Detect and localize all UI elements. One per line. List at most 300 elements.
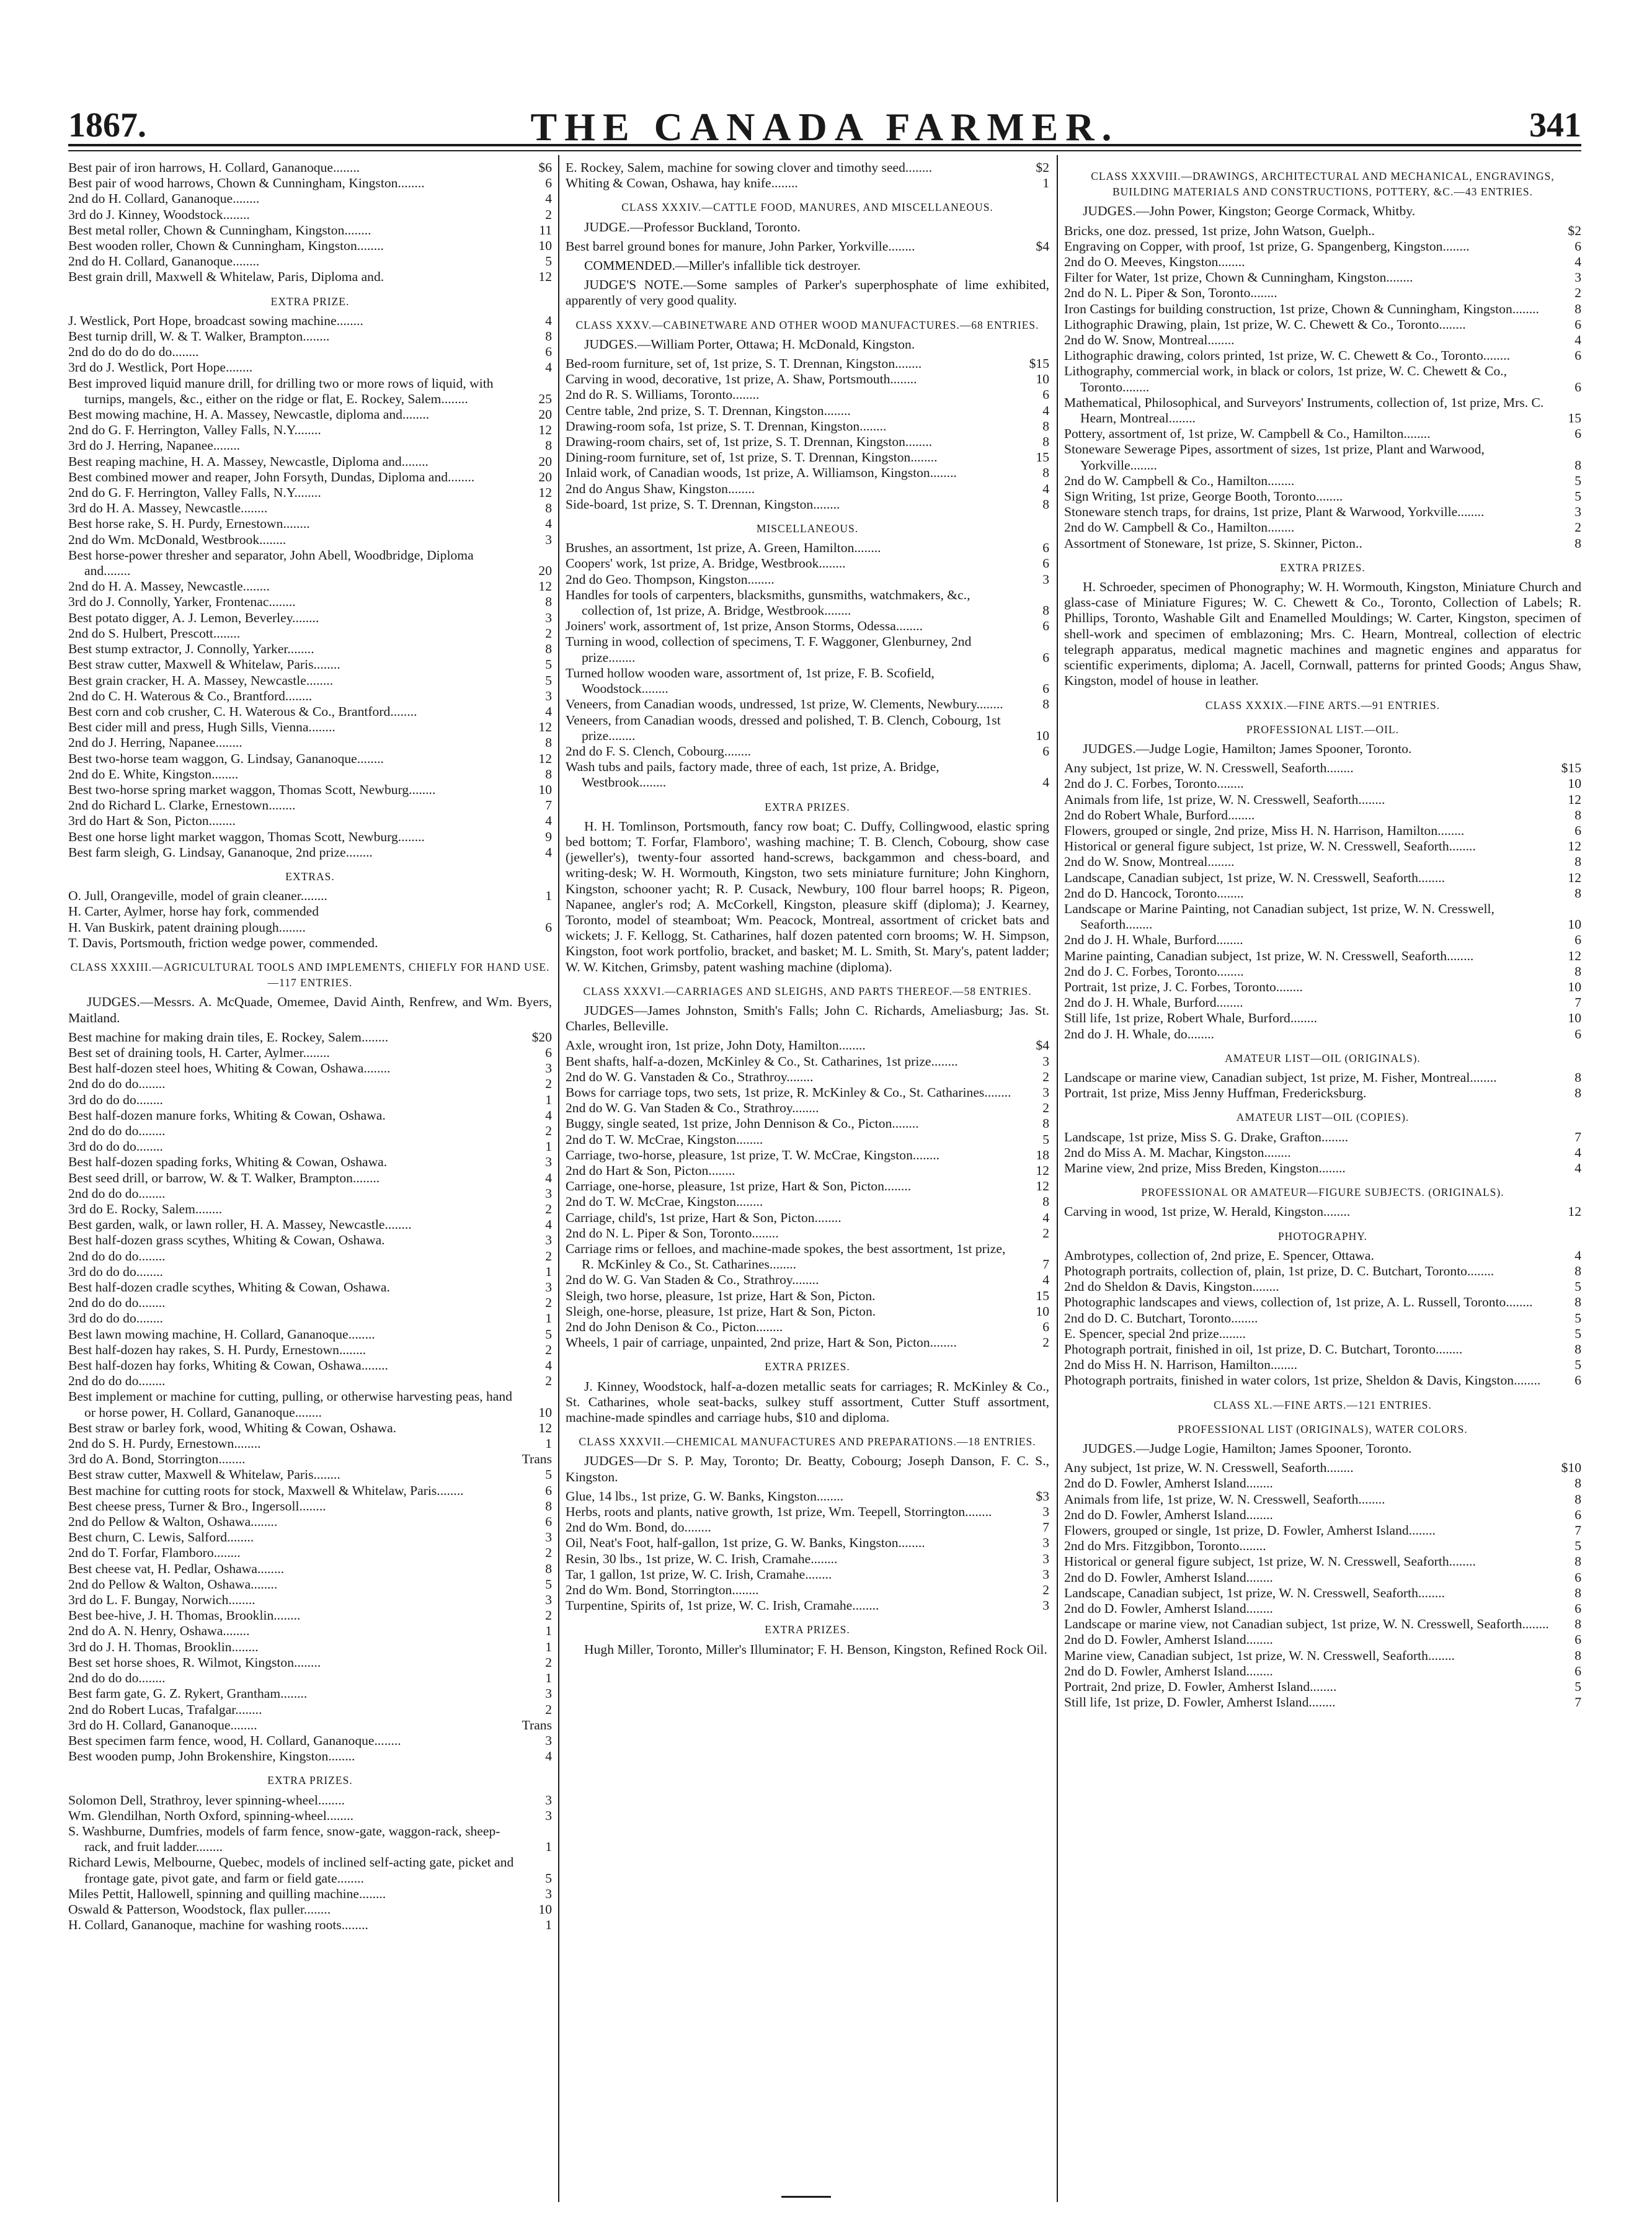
column-2	[566, 160, 1049, 2207]
entry-text: Best metal roller, Chown & Cunningham, Kingston........	[68, 222, 371, 238]
prize-entry	[1064, 1586, 1581, 1601]
prize-entry	[68, 516, 552, 532]
entry-amount: 4	[545, 703, 552, 719]
entry-text: 2nd do H. Collard, Gananoque........	[68, 254, 260, 269]
prize-entry	[1064, 1476, 1581, 1491]
entry-text: Handles for tools of carpenters, blacksmiths, gunsmiths, watchmakers, &c., collection of, 1st prize, A. Bridge, Westbrook........	[566, 587, 970, 618]
prize-entry	[68, 1280, 552, 1295]
entry-text: Best straw cutter, Maxwell & Whitelaw, Paris........	[68, 657, 340, 672]
column-divider	[558, 155, 559, 2202]
prize-entry	[68, 1045, 552, 1061]
entry-text: Best combined mower and reaper, John Forsyth, Dundas, Diploma and........	[68, 469, 475, 484]
section-heading: CLASS XXXIV.—CATTLE FOOD, MANURES, AND MISCELLANEOUS.	[621, 201, 993, 214]
prize-entry	[566, 540, 1049, 556]
prize-entry	[1064, 1161, 1581, 1176]
entry-amount: 7	[1042, 1520, 1049, 1535]
entry-text: Landscape, 1st prize, Miss S. G. Drake, Grafton........	[1064, 1129, 1349, 1144]
entry-amount: 6	[1574, 1663, 1581, 1679]
entry-amount: 4	[545, 844, 552, 860]
prize-entry	[68, 935, 552, 951]
entry-text: Marine painting, Canadian subject, 1st prize, W. N. Cresswell, Seaforth........	[1064, 948, 1474, 963]
entry-text: Best lawn mowing machine, H. Collard, Gananoque........	[68, 1326, 375, 1342]
prize-entry	[68, 269, 552, 285]
entry-amount: 3	[1574, 270, 1581, 285]
prize-entry	[1064, 792, 1581, 808]
entry-text: Wheels, 1 pair of carriage, unpainted, 2nd prize, Hart & Son, Picton........	[566, 1335, 957, 1350]
entry-text: H. Collard, Gananoque, machine for washing roots........	[68, 1917, 368, 1933]
entry-text: O. Jull, Orangeville, model of grain cleaner........	[68, 888, 327, 904]
entry-text: 2nd do D. Fowler, Amherst Island........	[1064, 1569, 1273, 1585]
entry-text: E. Spencer, special 2nd prize........	[1064, 1326, 1246, 1341]
prize-entry	[68, 1749, 552, 1764]
prize-entry	[1064, 1070, 1581, 1086]
prize-entry	[1064, 995, 1581, 1010]
entry-amount: 12	[1036, 1162, 1049, 1178]
entry-text: Joiners' work, assortment of, 1st prize, Anson Storms, Odessa........	[566, 618, 923, 634]
entry-text: Best grain drill, Maxwell & Whitelaw, Paris, Diploma and.	[68, 269, 384, 285]
entry-amount: 6	[545, 1514, 552, 1530]
section-heading: CLASS XXXVIII.—DRAWINGS, ARCHITECTURAL AND MECHANICAL, ENGRAVINGS, BUILDING MATERIALS AND CONSTRUCTIONS, POTTERY, &C.—43 ENTRIES.	[1091, 170, 1555, 198]
entry-amount: 5	[545, 672, 552, 688]
page-title: THE CANADA FARMER.	[530, 105, 1119, 149]
prize-entry	[566, 1241, 1049, 1272]
entry-text: 2nd do Sheldon & Davis, Kingston........	[1064, 1279, 1279, 1295]
entry-amount: 8	[1574, 457, 1581, 473]
entry-amount: 8	[1042, 418, 1049, 434]
paragraph: JUDGE'S NOTE.—Some samples of Parker's superphosphate of lime exhibited, apparently of very good quality.	[566, 277, 1049, 308]
prize-entry	[1064, 254, 1581, 270]
entry-text: Historical or general figure subject, 1st prize, W. N. Cresswell, Seaforth........	[1064, 1554, 1476, 1569]
prize-entry	[68, 1499, 552, 1514]
prize-entry	[566, 239, 1049, 254]
entry-amount: 8	[545, 438, 552, 453]
entry-text: 2nd do do do........	[68, 1123, 166, 1138]
prize-entry	[68, 1030, 552, 1045]
entry-amount: 4	[1574, 1144, 1581, 1160]
entry-amount: $15	[1561, 760, 1581, 776]
entry-amount: 5	[545, 657, 552, 672]
prize-entry	[68, 238, 552, 254]
entry-amount: 2	[545, 1248, 552, 1264]
entry-text: Richard Lewis, Melbourne, Quebec, models of inclined self-acting gate, picket and frontage gate, pivot gate, and farm or field gate........	[68, 1855, 514, 1886]
prize-entry	[1064, 239, 1581, 254]
entry-amount: 6	[545, 1483, 552, 1498]
entry-text: 2nd do W. G. Van Staden & Co., Strathroy........	[566, 1100, 819, 1116]
prize-entry	[566, 1304, 1049, 1319]
entry-amount: 10	[1568, 979, 1581, 994]
page-header	[68, 93, 1581, 149]
entry-amount: 6	[1042, 649, 1049, 665]
entry-text: Best grain cracker, H. A. Massey, Newcastle........	[68, 672, 334, 688]
entry-text: Best horse rake, S. H. Purdy, Ernestown........	[68, 516, 310, 532]
entry-amount: 4	[545, 191, 552, 207]
prize-entry	[1064, 395, 1581, 426]
section-heading: PROFESSIONAL LIST (ORIGINALS), WATER COLORS.	[1178, 1422, 1468, 1435]
prize-entry	[68, 782, 552, 798]
entry-amount: 8	[1042, 465, 1049, 481]
prize-entry	[68, 1171, 552, 1186]
entry-text: 2nd do D. Fowler, Amherst Island........	[1064, 1663, 1273, 1679]
entry-amount: 8	[1042, 1116, 1049, 1131]
entry-amount: 5	[1574, 1279, 1581, 1295]
entry-text: 2nd do T. W. McCrae, Kingston........	[566, 1194, 763, 1210]
entry-amount: 6	[1574, 823, 1581, 838]
entry-text: 2nd do R. S. Williams, Toronto........	[566, 387, 760, 403]
prize-entry	[566, 1335, 1049, 1350]
prize-entry	[1064, 1295, 1581, 1310]
entry-text: 2nd do T. W. McCrae, Kingston........	[566, 1131, 763, 1147]
entry-amount: 8	[1042, 434, 1049, 450]
entry-amount: 6	[1574, 316, 1581, 332]
entry-text: Herbs, roots and plants, native growth, 1st prize, Wm. Teepell, Storrington........	[566, 1504, 992, 1520]
entry-amount: $2	[1036, 160, 1049, 175]
prize-entry	[68, 329, 552, 344]
entry-text: 2nd do S. H. Purdy, Ernestown........	[68, 1436, 261, 1452]
entry-text: H. Van Buskirk, patent draining plough........	[68, 919, 306, 935]
prize-entry	[68, 223, 552, 238]
paragraph: H. Schroeder, specimen of Phonography; W. H. Wormouth, Kingston, Miniature Church and glass-case of Miniature Figures; W. C. Chewett & Co., Toronto, Collection of Labels; R. Phillips, Toronto, Washable Gilt and Enamelled Mouldings; W. Carter, Kingston, specimen of shell-work and specimen of emblazoning; Mrs. C. Hearn, Montreal, collection of electric telegraph apparatus, medical magnetic machines and magnetic engines and apparatus for scientific experiments, diploma; A. Jacell, Cornwall, patterns for printed Goods; Angus Shaw, Kingston, model of house in leather.	[1064, 579, 1581, 689]
entry-amount: 8	[1574, 1086, 1581, 1101]
entry-text: Wash tubs and pails, factory made, three of each, 1st prize, A. Bridge, Westbrook........	[566, 759, 939, 790]
entry-text: 2nd do do do........	[68, 1076, 166, 1092]
entry-text: Still life, 1st prize, Robert Whale, Burford........	[1064, 1010, 1318, 1026]
entry-amount: 1	[545, 1623, 552, 1639]
prize-entry	[68, 1358, 552, 1373]
entry-amount: 3	[545, 1808, 552, 1823]
entry-text: Best two-horse team waggon, G. Lindsay, Gananoque........	[68, 751, 384, 766]
entry-amount: 6	[1574, 348, 1581, 363]
entry-text: 3rd do J. Herring, Napanee........	[68, 438, 241, 453]
entry-amount: 4	[545, 1358, 552, 1373]
entry-text: Turpentine, Spirits of, 1st prize, W. C. Irish, Cramahe........	[566, 1598, 879, 1613]
prize-entry	[68, 1295, 552, 1311]
entry-amount: 2	[545, 1373, 552, 1389]
prize-entry	[68, 829, 552, 845]
entry-amount: 5	[1574, 1538, 1581, 1554]
prize-entry	[68, 1452, 552, 1467]
entry-text: Oswald & Patterson, Woodstock, flax puller........	[68, 1901, 331, 1917]
entry-amount: 8	[1574, 301, 1581, 316]
prize-entry	[1064, 1010, 1581, 1026]
prize-entry	[68, 376, 552, 407]
prize-entry	[1064, 1601, 1581, 1617]
paragraph: J. Kinney, Woodstock, half-a-dozen metallic seats for carriages; R. McKinley & Co., St. Catharines, whole seat-backs, sulkey stuff assortment, Cutter Stuff assortment, machine-made spindles and carriage hubs, $10 and diploma.	[566, 1378, 1049, 1425]
prize-entry	[566, 1069, 1049, 1085]
entry-amount: 12	[1036, 1179, 1049, 1194]
entry-text: Pottery, assortment of, 1st prize, W. Campbell & Co., Hamilton........	[1064, 426, 1431, 442]
entry-amount: 8	[1042, 1194, 1049, 1210]
prize-entry	[566, 372, 1049, 387]
entry-text: Any subject, 1st prize, W. N. Cresswell, Seaforth........	[1064, 1460, 1354, 1476]
entry-text: 3rd do Hart & Son, Picton........	[68, 813, 236, 829]
prize-entry	[1064, 504, 1581, 520]
entry-text: Best half-dozen manure forks, Whiting & Cowan, Oshawa.	[68, 1107, 386, 1123]
prize-entry	[1064, 489, 1581, 504]
entry-text: Best pair of wood harrows, Chown & Cunningham, Kingston........	[68, 176, 425, 191]
prize-entry	[1064, 473, 1581, 489]
entry-amount: 15	[1036, 1288, 1049, 1303]
column-1	[68, 160, 552, 2207]
section-heading: EXTRA PRIZES.	[765, 1623, 850, 1636]
entry-amount: 1	[545, 1092, 552, 1107]
entry-text: Turning in wood, collection of specimens, T. F. Waggoner, Glenburney, 2nd prize........	[566, 634, 972, 665]
entry-text: Resin, 30 lbs., 1st prize, W. C. Irish, Cramahe........	[566, 1551, 838, 1566]
paragraph: Hugh Miller, Toronto, Miller's Illuminator; F. H. Benson, Kingston, Refined Rock Oil.	[584, 1641, 1047, 1657]
entry-text: 2nd do W. Snow, Montreal........	[1064, 854, 1235, 870]
entry-amount: $2	[1568, 223, 1581, 238]
entry-amount: 6	[545, 1045, 552, 1060]
prize-entry	[1064, 886, 1581, 901]
prize-entry	[68, 1483, 552, 1499]
prize-entry	[68, 1061, 552, 1076]
prize-entry	[68, 1639, 552, 1655]
section-heading: EXTRAS.	[285, 870, 335, 883]
entry-amount: 20	[538, 407, 552, 422]
entry-amount: 10	[1568, 1010, 1581, 1026]
prize-entry	[68, 1467, 552, 1483]
entry-text: Best half-dozen hay rakes, S. H. Purdy, Ernestown........	[68, 1342, 366, 1357]
prize-entry	[68, 657, 552, 672]
entry-text: Buggy, single seated, 1st prize, John Dennison & Co., Picton........	[566, 1116, 919, 1131]
entry-amount: 5	[1574, 1310, 1581, 1326]
entry-text: Photograph portraits, collection of, plain, 1st prize, D. C. Butchart, Toronto........	[1064, 1264, 1494, 1278]
entry-amount: 4	[545, 360, 552, 375]
prize-entry	[68, 176, 552, 191]
entry-amount: 1	[545, 1670, 552, 1686]
entry-amount: 8	[545, 735, 552, 751]
entry-amount: 9	[545, 829, 552, 844]
entry-amount: 5	[545, 1576, 552, 1592]
entry-text: Best wooden pump, John Brokenshire, Kingston........	[68, 1749, 355, 1764]
entry-amount: 6	[1042, 1319, 1049, 1335]
entry-text: Portrait, 2nd prize, D. Fowler, Amherst Island........	[1064, 1679, 1337, 1695]
prize-entry	[68, 501, 552, 516]
prize-entry	[1064, 1507, 1581, 1523]
entry-amount: 3	[545, 1530, 552, 1545]
entry-amount: $4	[1036, 238, 1049, 254]
entry-amount: 10	[538, 1901, 552, 1917]
prize-entry	[566, 387, 1049, 403]
entry-amount: 3	[1042, 1566, 1049, 1582]
entry-amount: 5	[1574, 1326, 1581, 1341]
entry-text: Ambrotypes, collection of, 2nd prize, E. Spencer, Ottawa.	[1064, 1247, 1374, 1263]
prize-entry	[68, 1917, 552, 1933]
entry-text: Best turnip drill, W. & T. Walker, Brampton........	[68, 329, 330, 344]
prize-entry	[566, 160, 1049, 176]
entry-text: Animals from life, 1st prize, W. N. Cresswell, Seaforth........	[1064, 792, 1385, 807]
entry-amount: 5	[1574, 1357, 1581, 1373]
entry-amount: 7	[1574, 995, 1581, 1010]
entry-text: Best one horse light market waggon, Thomas Scott, Newburg........	[68, 829, 425, 844]
entry-text: Best reaping machine, H. A. Massey, Newcastle, Diploma and........	[68, 453, 429, 469]
entry-text: Photographic landscapes and views, collection of, 1st prize, A. L. Russell, Toronto........	[1064, 1295, 1533, 1310]
entry-text: Best machine for making drain tiles, E. Rockey, Salem........	[68, 1029, 389, 1045]
entry-text: Best half-dozen cradle scythes, Whiting & Cowan, Oshawa.	[68, 1280, 390, 1295]
entry-amount: 7	[1042, 1257, 1049, 1272]
prize-entry	[1064, 1311, 1581, 1326]
entry-text: 3rd do L. F. Bungay, Norwich........	[68, 1592, 255, 1608]
entry-text: Best farm sleigh, G. Lindsay, Gananoque, 2nd prize........	[68, 844, 373, 860]
entry-text: Best horse-power thresher and separator, John Abell, Woodbridge, Diploma and........	[68, 547, 474, 579]
prize-entry	[68, 720, 552, 735]
entry-text: Any subject, 1st prize, W. N. Cresswell, Seaforth........	[1064, 760, 1354, 776]
entry-amount: 5	[545, 1870, 552, 1886]
prize-entry	[68, 532, 552, 548]
paragraph: JUDGES—Dr S. P. May, Toronto; Dr. Beatty, Cobourg; Joseph Danson, F. C. S., Kingston.	[566, 1453, 1049, 1484]
entry-amount: 5	[545, 254, 552, 269]
prize-entry	[68, 1264, 552, 1280]
prize-entry	[1064, 1264, 1581, 1279]
entry-amount: 8	[545, 1561, 552, 1576]
entry-amount: 8	[1042, 697, 1049, 712]
entry-text: 2nd do C. H. Waterous & Co., Brantford........	[68, 688, 313, 703]
entry-amount: 2	[545, 1342, 552, 1357]
entry-text: 2nd do John Denison & Co., Picton........	[566, 1319, 783, 1335]
prize-entry	[1064, 1279, 1581, 1295]
entry-text: 2nd do do do........	[68, 1185, 166, 1201]
entry-text: 3rd do J. H. Thomas, Brooklin........	[68, 1639, 259, 1654]
entry-text: 2nd do Wm. Bond, Storrington........	[566, 1582, 759, 1598]
prize-entry	[1064, 948, 1581, 964]
entry-text: Veneers, from Canadian woods, dressed and polished, T. B. Clench, Cobourg, 1st prize........	[566, 712, 1001, 743]
section-heading: EXTRA PRIZE.	[270, 295, 350, 308]
entry-text: Axle, wrought iron, 1st prize, John Doty, Hamilton........	[566, 1038, 866, 1053]
prize-entry	[566, 759, 1049, 790]
prize-entry	[68, 1686, 552, 1701]
entry-amount: 7	[1574, 1129, 1581, 1144]
prize-entry	[68, 626, 552, 641]
prize-entry	[1064, 520, 1581, 535]
entry-text: Still life, 1st prize, D. Fowler, Amherst Island........	[1064, 1695, 1336, 1710]
entry-amount: 15	[1568, 411, 1581, 426]
entry-amount: 3	[545, 1154, 552, 1170]
entry-text: Best wooden roller, Chown & Cunningham, Kingston........	[68, 238, 384, 254]
entry-amount: 20	[538, 453, 552, 469]
entry-text: 2nd do W. Campbell & Co., Hamilton........	[1064, 473, 1295, 488]
section-heading: EXTRA PRIZES.	[765, 800, 850, 813]
entry-amount: 8	[1574, 1491, 1581, 1507]
entry-text: Best set of draining tools, H. Carter, Aylmer........	[68, 1045, 330, 1060]
entry-text: Best garden, walk, or lawn roller, H. A. Massey, Newcastle........	[68, 1217, 412, 1233]
entry-amount: 6	[1042, 556, 1049, 571]
entry-text: Drawing-room chairs, set of, 1st prize, S. T. Drennan, Kingston........	[566, 434, 933, 450]
entry-amount: 10	[1568, 917, 1581, 932]
prize-entry	[68, 888, 552, 904]
prize-entry	[1064, 776, 1581, 792]
entry-text: 2nd do N. L. Piper & Son, Toronto........	[566, 1225, 779, 1241]
entry-amount: 6	[1574, 1373, 1581, 1388]
entry-text: Carriage, two-horse, pleasure, 1st prize, T. W. McCrae, Kingston........	[566, 1147, 940, 1162]
entry-text: Centre table, 2nd prize, S. T. Drennan, Kingston........	[566, 403, 851, 418]
prize-entry	[566, 1132, 1049, 1148]
entry-text: Bricks, one doz. pressed, 1st prize, John Watson, Guelph..	[1064, 223, 1375, 238]
prize-entry	[1064, 839, 1581, 854]
entry-text: 3rd do A. Bond, Storrington........	[68, 1452, 246, 1467]
entry-amount: 1	[1042, 176, 1049, 191]
entry-amount: 4	[1574, 1247, 1581, 1263]
entry-amount: 4	[545, 516, 552, 532]
prize-entry	[1064, 536, 1581, 551]
prize-entry	[1064, 1632, 1581, 1648]
entry-amount: 4	[545, 1107, 552, 1123]
paragraph: JUDGES.—John Power, Kingston; George Cormack, Whitby.	[1083, 203, 1416, 219]
prize-entry	[1064, 1679, 1581, 1695]
prize-entry	[566, 1054, 1049, 1069]
entry-amount: 6	[1042, 681, 1049, 697]
entry-text: Landscape or Marine Painting, not Canadian subject, 1st prize, W. N. Cresswell, Seaforth........	[1064, 901, 1494, 932]
entry-text: 2nd do Wm. McDonald, Westbrook........	[68, 532, 286, 547]
prize-entry	[68, 1154, 552, 1170]
entry-amount: 2	[545, 1545, 552, 1561]
entry-amount: 4	[545, 1217, 552, 1233]
prize-entry	[68, 1092, 552, 1108]
entry-text: 2nd do W. G. Vanstaden & Co., Strathroy........	[566, 1069, 814, 1084]
entry-text: 2nd do J. H. Whale, Burford........	[1064, 995, 1243, 1010]
prize-entry	[1064, 1326, 1581, 1342]
prize-entry	[68, 1342, 552, 1358]
entry-amount: 10	[1036, 728, 1049, 743]
prize-entry	[1064, 823, 1581, 839]
entry-text: 2nd do Wm. Bond, do........	[566, 1520, 711, 1535]
entry-text: 3rd do do do........	[68, 1264, 163, 1279]
entry-text: 3rd do do do........	[68, 1092, 163, 1107]
entry-text: Solomon Dell, Strathroy, lever spinning-wheel........	[68, 1792, 345, 1808]
entry-text: Lithographic drawing, colors printed, 1st prize, W. C. Chewett & Co., Toronto........	[1064, 348, 1510, 363]
prize-entry	[68, 191, 552, 207]
entry-text: 2nd do do do do do........	[68, 344, 199, 360]
entry-amount: 2	[545, 1701, 552, 1717]
entry-amount: 8	[1574, 1342, 1581, 1357]
prize-entry	[68, 1608, 552, 1623]
prize-entry	[68, 813, 552, 829]
entry-text: Coopers' work, 1st prize, A. Bridge, Westbrook........	[566, 556, 846, 571]
prize-entry	[68, 1139, 552, 1154]
prize-entry	[566, 666, 1049, 697]
prize-entry	[68, 254, 552, 269]
prize-entry	[566, 1179, 1049, 1194]
prize-entry	[68, 548, 552, 579]
page-year: 1867.	[68, 106, 146, 145]
entry-text: Landscape, Canadian subject, 1st prize, W. N. Cresswell, Seaforth........	[1064, 870, 1446, 885]
prize-entry	[566, 403, 1049, 419]
entry-amount: 10	[538, 1404, 552, 1420]
prize-entry	[68, 1545, 552, 1561]
prize-entry	[1064, 1204, 1581, 1220]
entry-text: 2nd do Angus Shaw, Kingston........	[566, 481, 755, 496]
prize-entry	[1064, 1086, 1581, 1101]
entry-text: 2nd do Pellow & Walton, Oshawa........	[68, 1576, 278, 1592]
entry-amount: 3	[545, 1686, 552, 1701]
entry-text: 2nd do H. A. Massey, Newcastle........	[68, 579, 270, 594]
entry-text: 2nd do D. C. Butchart, Toronto........	[1064, 1310, 1258, 1326]
prize-entry	[68, 1670, 552, 1686]
entry-amount: 2	[1574, 285, 1581, 301]
entry-amount: 8	[1042, 496, 1049, 512]
entry-amount: $6	[538, 160, 552, 175]
entry-text: 3rd do do do........	[68, 1139, 163, 1154]
entry-amount: 8	[545, 594, 552, 610]
entry-text: Carving in wood, decorative, 1st prize, A. Shaw, Portsmouth........	[566, 372, 917, 387]
prize-entry	[68, 751, 552, 767]
entry-amount: 8	[1042, 603, 1049, 618]
prize-entry	[68, 1530, 552, 1545]
entry-amount: 5	[545, 1326, 552, 1342]
entry-amount: 3	[545, 610, 552, 625]
entry-text: 2nd do do do........	[68, 1670, 166, 1686]
section-heading: PROFESSIONAL OR AMATEUR—FIGURE SUBJECTS. (ORIGINALS).	[1141, 1186, 1504, 1199]
prize-entry	[68, 1855, 552, 1886]
entry-amount: 20	[538, 469, 552, 484]
